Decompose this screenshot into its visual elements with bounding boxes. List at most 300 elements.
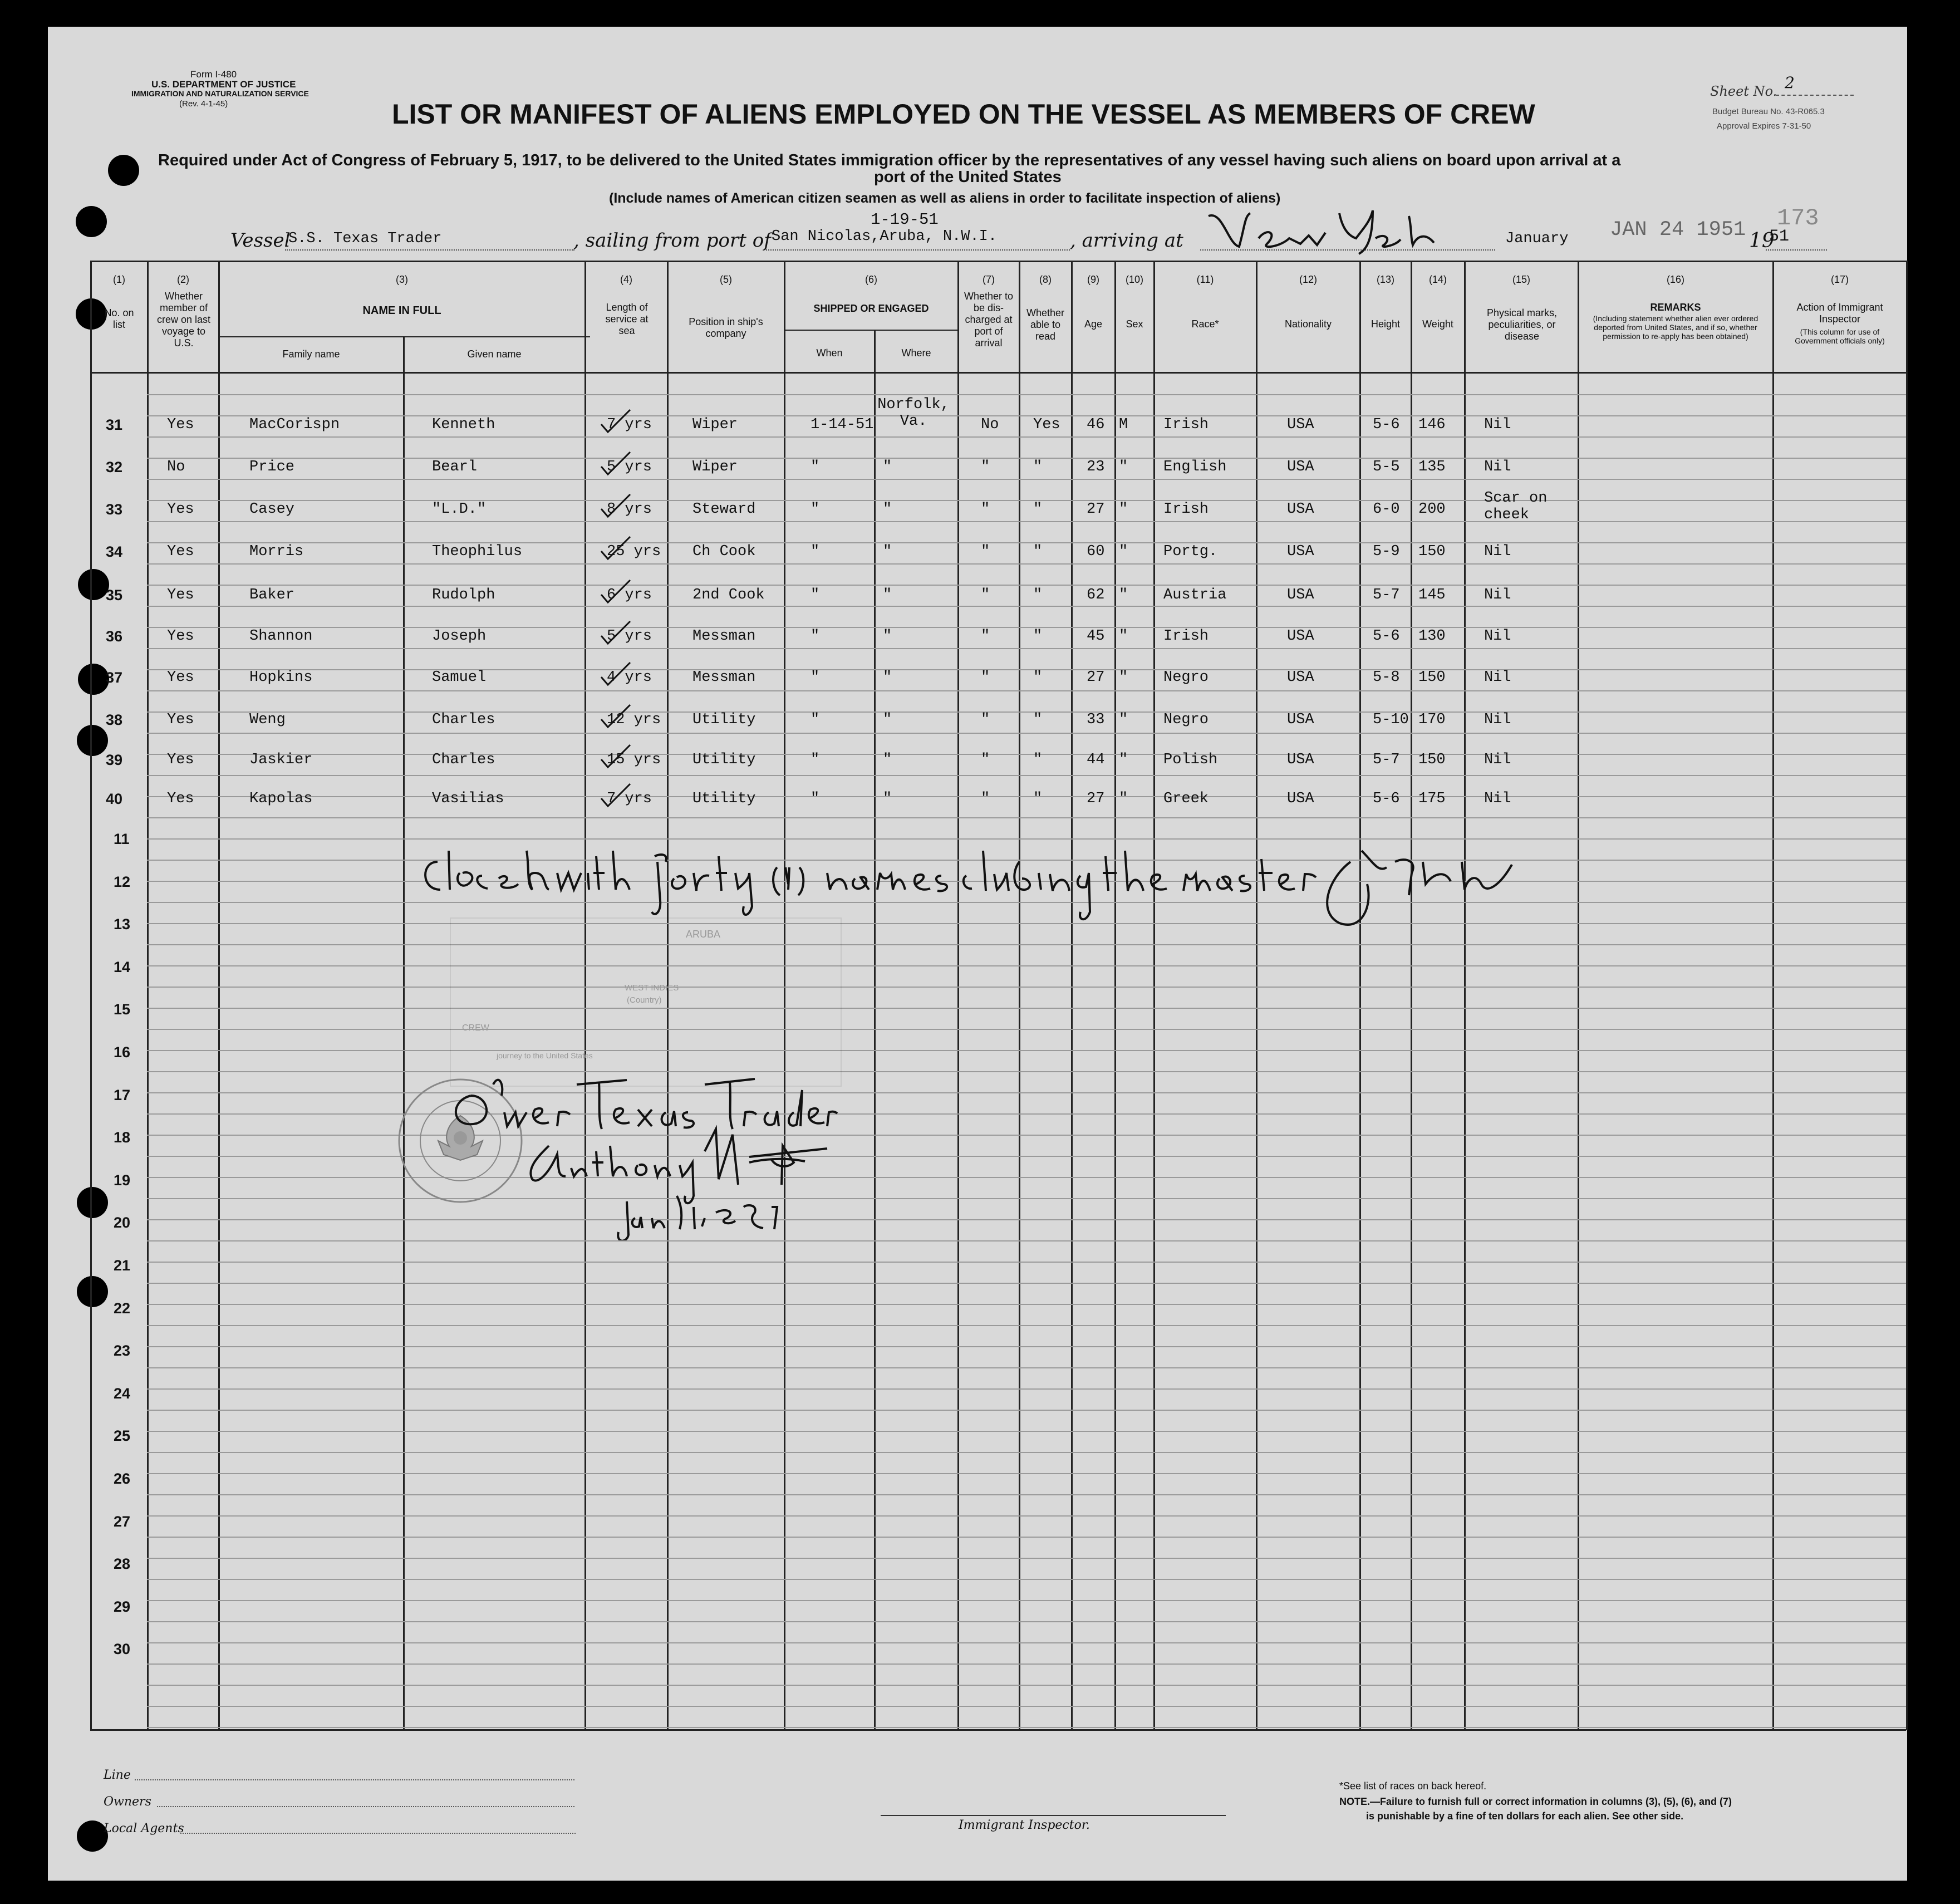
check-mark-icon [599, 703, 632, 730]
ruled-line [147, 1685, 1906, 1686]
cell-no: 37 [106, 669, 123, 686]
col-divider [874, 331, 876, 1730]
seal-ring-text [404, 1140, 421, 1141]
cell-height: 5-7 [1373, 587, 1400, 603]
cell-age: 27 [1087, 791, 1105, 807]
col-header-1-num: (1) [113, 274, 125, 285]
ruled-line [147, 563, 1906, 565]
cell-last: Yes [167, 416, 194, 433]
cell-sex: " [1119, 501, 1128, 518]
cell-service: 7 yrs [607, 791, 652, 807]
required-statement: Required under Act of Congress of February 5, 1917, to be delivered to the United States immigration officer by the representatives of any vessel having such aliens on board upon arrival at a [158, 151, 1621, 169]
cell-last: Yes [167, 752, 194, 768]
cell-no: 35 [106, 587, 123, 603]
col-header-15: Physical marks, peculiarities, or disease [1486, 307, 1558, 342]
printed-row-number: 26 [114, 1470, 131, 1487]
cell-last: Yes [167, 543, 194, 560]
col-divider [1772, 261, 1774, 1730]
cell-no: 34 [106, 543, 123, 560]
cell-family: Kapolas [249, 791, 313, 807]
col-header-12-num: (12) [1299, 274, 1317, 285]
ruled-line [147, 627, 1906, 628]
races-note: *See list of races on back hereof. [1339, 1780, 1487, 1792]
ruled-line [147, 775, 1906, 776]
cell-age: 27 [1087, 501, 1105, 518]
cell-where: " [883, 543, 892, 560]
col-header-7: Whether to be dis-charged at port of arrival [964, 291, 1014, 349]
col-divider [1019, 261, 1020, 1730]
cell-race: Negro [1163, 711, 1209, 728]
ruled-line [147, 796, 1906, 797]
cell-given: Theophilus [432, 543, 523, 560]
sheet-number-rule [1776, 95, 1854, 96]
cell-discharged: " [981, 587, 990, 603]
cell-discharged: " [981, 628, 990, 645]
cell-when: " [810, 543, 820, 560]
ruled-line [147, 1663, 1906, 1665]
ruled-line [147, 1537, 1906, 1538]
cell-height: 5-6 [1373, 416, 1400, 433]
cell-family: Shannon [249, 628, 313, 645]
col-divider [218, 261, 220, 1730]
cell-no: 33 [106, 501, 123, 518]
cell-race: Irish [1163, 501, 1209, 518]
cell-service: 5 yrs [607, 459, 652, 475]
check-mark-icon [599, 450, 632, 478]
cell-no: 32 [106, 459, 123, 475]
cell-height: 5-8 [1373, 669, 1400, 686]
printed-row-number: 22 [114, 1299, 131, 1317]
cell-no: 39 [106, 752, 123, 768]
col-header-1: No. on list [104, 307, 134, 330]
cell-age: 62 [1087, 587, 1105, 603]
owner-handwriting [438, 1051, 838, 1240]
ruled-line [147, 648, 1906, 649]
col-divider [1256, 261, 1257, 1730]
cell-discharged: " [981, 501, 990, 518]
col-header-10: Sex [1126, 318, 1143, 330]
cell-given: Bearl [432, 459, 478, 475]
cell-nat: USA [1287, 416, 1314, 433]
fine-note-2: is punishable by a fine of ten dollars for each alien. See other side. [1366, 1810, 1684, 1822]
cell-discharged: " [981, 752, 990, 768]
ruled-line [147, 415, 1906, 416]
stamp-journey: journey to the United States [497, 1051, 593, 1060]
cell-service: 6 yrs [607, 587, 652, 603]
cell-given: Charles [432, 711, 495, 728]
table-top-border [90, 261, 1906, 262]
col-header-6a: When [816, 347, 843, 359]
cell-race: Portg. [1163, 543, 1218, 560]
cell-weight: 150 [1418, 752, 1446, 768]
cell-race: Irish [1163, 628, 1209, 645]
cell-nat: USA [1287, 791, 1314, 807]
cell-family: Casey [249, 501, 295, 518]
cell-last: Yes [167, 791, 194, 807]
printed-row-number: 12 [114, 873, 131, 890]
departure-port: San Nicolas,Aruba, N.W.I. [772, 228, 998, 245]
cell-family: Jaskier [249, 752, 313, 768]
printed-row-number: 23 [114, 1342, 131, 1360]
cell-race: English [1163, 459, 1227, 475]
cell-marks: Nil [1484, 543, 1511, 560]
cell-family: Weng [249, 711, 286, 728]
col-header-4: Length of service at sea [605, 302, 649, 336]
ruled-line [147, 1642, 1906, 1643]
cell-family: Hopkins [249, 669, 313, 686]
fine-note-1: NOTE.—Failure to furnish full or correct information in columns (3), (5), (6), and (7) [1339, 1796, 1732, 1807]
cell-age: 33 [1087, 711, 1105, 728]
cell-weight: 145 [1418, 587, 1446, 603]
col-header-9-num: (9) [1087, 274, 1099, 285]
stamp-place: ARUBA [686, 929, 721, 940]
check-mark-icon [599, 660, 632, 688]
cell-discharged: " [981, 669, 990, 686]
col-header-16-num: (16) [1666, 274, 1684, 285]
cell-given: Vasilias [432, 791, 504, 807]
cell-race: Greek [1163, 791, 1209, 807]
ruled-line [147, 1029, 1906, 1030]
ruled-line [147, 1283, 1906, 1284]
cell-where: " [883, 587, 892, 603]
col-divider [90, 261, 92, 1730]
cell-position: Messman [692, 669, 756, 686]
ruled-line [147, 690, 1906, 691]
cell-where: " [883, 752, 892, 768]
col-header-2: Whether member of crew on last voyage to U.S. [156, 291, 211, 349]
ruled-line [147, 394, 1906, 395]
cell-service: 25 yrs [607, 543, 661, 560]
cell-position: Utility [692, 752, 756, 768]
cell-marks: Scar on cheek [1484, 490, 1548, 523]
cell-height: 5-7 [1373, 752, 1400, 768]
cell-when: " [810, 587, 820, 603]
col-header-14: Weight [1422, 318, 1453, 330]
approval-expiry: Approval Expires 7-31-50 [1717, 121, 1811, 131]
inspector-rule [881, 1815, 1226, 1816]
cell-marks: Nil [1484, 416, 1511, 433]
required-statement-2: port of the United States [874, 168, 1062, 186]
ruled-line [147, 1473, 1906, 1474]
ruled-line [147, 1346, 1906, 1347]
table-bottom-border [90, 1729, 1906, 1731]
col-header-6-num: (6) [865, 274, 877, 285]
year-rule [1766, 249, 1827, 251]
col-header-9: Age [1084, 318, 1103, 330]
cell-when: 1-14-51 [810, 416, 874, 433]
ruled-line [147, 1621, 1906, 1622]
col-header-8: Whether able to read [1026, 307, 1065, 342]
cell-race: Polish [1163, 752, 1218, 768]
cell-weight: 175 [1418, 791, 1446, 807]
cell-given: Charles [432, 752, 495, 768]
ruled-line [147, 987, 1906, 988]
printed-row-number: 16 [114, 1044, 131, 1061]
cell-sex: " [1119, 669, 1128, 686]
col-header-2-num: (2) [177, 274, 189, 285]
agents-rule [180, 1833, 576, 1834]
cell-where: Norfolk, Va. [877, 396, 950, 430]
cell-no: 31 [106, 416, 123, 433]
cell-weight: 130 [1418, 628, 1446, 645]
page-stamp: 173 [1777, 205, 1819, 232]
cell-family: Morris [249, 543, 304, 560]
cell-marks: Nil [1484, 587, 1511, 603]
vessel-label: Vessel [230, 229, 291, 252]
col-divider [1114, 261, 1116, 1730]
ruled-line [147, 965, 1906, 966]
cell-age: 60 [1087, 543, 1105, 560]
printed-row-number: 17 [114, 1086, 131, 1103]
cell-service: 8 yrs [607, 501, 652, 518]
ruled-line [147, 1410, 1906, 1411]
cell-discharged: " [981, 459, 990, 475]
col-header-8-num: (8) [1039, 274, 1052, 285]
cell-last: Yes [167, 628, 194, 645]
cell-position: Wiper [692, 416, 738, 433]
vessel-rule [285, 249, 574, 251]
ruled-line [147, 500, 1906, 501]
col-header-4-num: (4) [620, 274, 632, 285]
sheet-label: Sheet No. [1710, 84, 1777, 99]
cell-no: 40 [106, 791, 123, 807]
stamp-crew: CREW [462, 1023, 489, 1033]
vessel-name: S.S. Texas Trader [288, 230, 442, 247]
line-rule [135, 1779, 574, 1780]
col-header-6b: Where [901, 347, 931, 359]
cell-sex: " [1119, 752, 1128, 768]
cell-nat: USA [1287, 711, 1314, 728]
printed-row-number: 29 [114, 1598, 131, 1615]
ruled-line [147, 1219, 1906, 1220]
year: 51 [1769, 227, 1790, 246]
col-header-17-num: (17) [1830, 274, 1849, 285]
col-header-3b: Given name [467, 349, 522, 360]
col-header-10-num: (10) [1125, 274, 1143, 285]
printed-row-number: 18 [114, 1129, 131, 1146]
ruled-line [147, 669, 1906, 670]
printed-row-number: 11 [114, 831, 130, 847]
cell-weight: 170 [1418, 711, 1446, 728]
cell-when: " [810, 752, 820, 768]
ruled-line [147, 1050, 1906, 1051]
col-divider [1153, 261, 1155, 1730]
col-header-17: Action of Immigrant Inspector [1796, 302, 1883, 325]
stamp-region: WEST INDIES [625, 983, 679, 993]
cell-race: Irish [1163, 416, 1209, 433]
inspector-label: Immigrant Inspector. [959, 1818, 1090, 1832]
ruled-line [147, 1431, 1906, 1432]
cell-read: " [1033, 752, 1043, 768]
shipped-subheader-rule [785, 330, 957, 331]
cell-sex: " [1119, 628, 1128, 645]
ruled-line [147, 585, 1906, 586]
printed-row-number: 19 [114, 1171, 131, 1189]
cell-height: 6-0 [1373, 501, 1400, 518]
punch-hole [77, 1276, 108, 1307]
arriving-port-handwritten [1206, 205, 1440, 255]
cell-sex: " [1119, 543, 1128, 560]
cell-age: 44 [1087, 752, 1105, 768]
cell-nat: USA [1287, 543, 1314, 560]
ruled-line [147, 1262, 1906, 1263]
manifest-sheet [48, 27, 1907, 1881]
cell-when: " [810, 501, 820, 518]
cell-where: " [883, 711, 892, 728]
year-prefix: 19 [1749, 229, 1775, 252]
col-divider [403, 336, 405, 1730]
ruled-line [147, 1008, 1906, 1009]
printed-row-number: 30 [114, 1641, 131, 1658]
cell-weight: 150 [1418, 669, 1446, 686]
cell-sex: M [1119, 416, 1128, 433]
punch-hole [76, 206, 107, 237]
received-stamp: JAN 24 1951 [1610, 218, 1746, 242]
cell-read: " [1033, 587, 1043, 603]
cell-marks: Nil [1484, 669, 1511, 686]
cell-given: Joseph [432, 628, 487, 645]
cell-service: 4 yrs [607, 669, 652, 686]
check-mark-icon [599, 408, 632, 435]
col-header-12: Nationality [1284, 318, 1332, 330]
cell-sex: " [1119, 791, 1128, 807]
ruled-line [147, 1494, 1906, 1495]
cell-no: 38 [106, 711, 123, 728]
cell-service: 5 yrs [607, 628, 652, 645]
cell-where: " [883, 501, 892, 518]
department: U.S. DEPARTMENT OF JUSTICE [151, 79, 296, 90]
col-divider [1071, 261, 1073, 1730]
ruled-line [147, 1706, 1906, 1707]
ruled-line [147, 711, 1906, 713]
agents-label: Local Agents [104, 1822, 184, 1836]
printed-row-number: 28 [114, 1555, 131, 1573]
cell-no: 36 [106, 628, 123, 645]
col-divider [1359, 261, 1361, 1730]
cell-height: 5-10 [1373, 711, 1409, 728]
cell-sex: " [1119, 587, 1128, 603]
cell-read: " [1033, 628, 1043, 645]
ruled-line [147, 606, 1906, 607]
cell-family: MacCorispn [249, 416, 340, 433]
include-note: (Include names of American citizen seamen as well as aliens in order to facilitate inspection of aliens) [609, 190, 1281, 206]
cell-given: Kenneth [432, 416, 495, 433]
ruled-line [147, 754, 1906, 755]
printed-row-number: 27 [114, 1513, 131, 1530]
punch-hole [78, 569, 109, 600]
ruled-line [147, 1727, 1906, 1728]
cell-service: 12 yrs [607, 711, 661, 728]
owners-rule [157, 1806, 574, 1807]
col-header-11-num: (11) [1196, 274, 1214, 285]
col-divider [1906, 261, 1908, 1730]
cell-position: 2nd Cook [692, 587, 765, 603]
cell-sex: " [1119, 711, 1128, 728]
printed-row-number: 25 [114, 1427, 131, 1445]
cell-position: Wiper [692, 459, 738, 475]
budget-number: Budget Bureau No. 43-R065.3 [1712, 107, 1825, 116]
cell-when: " [810, 459, 820, 475]
ruled-line [147, 1388, 1906, 1390]
punch-hole [77, 1187, 108, 1218]
col-header-3a: Family name [282, 349, 340, 360]
cell-read: " [1033, 543, 1043, 560]
ruled-line [147, 542, 1906, 543]
col-divider [957, 261, 959, 1730]
check-mark-icon [599, 578, 632, 606]
col-header-13-num: (13) [1376, 274, 1394, 285]
printed-row-number: 21 [114, 1257, 131, 1274]
cell-weight: 200 [1418, 501, 1446, 518]
col-divider [1464, 261, 1466, 1730]
col-header-14-num: (14) [1428, 274, 1447, 285]
signature-text [527, 1151, 531, 1152]
col-header-17-note: (This column for use of Government officials only) [1795, 327, 1885, 345]
cell-sex: " [1119, 459, 1128, 475]
punch-hole [108, 155, 139, 186]
cell-race: Austria [1163, 587, 1227, 603]
ruled-line [147, 817, 1906, 818]
cell-age: 27 [1087, 669, 1105, 686]
col-header-3-num: (3) [396, 274, 408, 285]
cell-discharged: " [981, 791, 990, 807]
cell-last: Yes [167, 501, 194, 518]
cell-height: 5-6 [1373, 628, 1400, 645]
cell-position: Steward [692, 501, 756, 518]
cell-position: Utility [692, 791, 756, 807]
col-header-15-num: (15) [1512, 274, 1530, 285]
cell-discharged: No [981, 416, 999, 433]
service-name: IMMIGRATION AND NATURALIZATION SERVICE [131, 89, 309, 98]
cell-discharged: " [981, 711, 990, 728]
printed-row-number: 20 [114, 1214, 131, 1231]
form-number: Form I-480 [190, 69, 237, 80]
cell-read: " [1033, 501, 1043, 518]
ruled-line [147, 1579, 1906, 1580]
cell-age: 46 [1087, 416, 1105, 433]
cell-weight: 150 [1418, 543, 1446, 560]
cell-weight: 146 [1418, 416, 1446, 433]
cell-where: " [883, 669, 892, 686]
col-divider [1411, 261, 1412, 1730]
ruled-line [147, 733, 1906, 734]
sailing-label: , sailing from port of [573, 229, 771, 252]
ruled-line [147, 1452, 1906, 1453]
port-rule [766, 249, 1070, 251]
cell-when: " [810, 711, 820, 728]
cell-position: Ch Cook [692, 543, 756, 560]
printed-row-number: 13 [114, 916, 131, 933]
cell-nat: USA [1287, 459, 1314, 475]
cell-given: Rudolph [432, 587, 495, 603]
cell-read: Yes [1033, 416, 1060, 433]
cell-where: " [883, 791, 892, 807]
punch-hole [77, 725, 108, 756]
col-header-7-num: (7) [983, 274, 995, 285]
cell-height: 5-6 [1373, 791, 1400, 807]
punch-hole [78, 664, 109, 695]
check-mark-icon [599, 782, 632, 809]
printed-row-number: 14 [114, 958, 131, 975]
cell-family: Baker [249, 587, 295, 603]
ruled-line [147, 521, 1906, 522]
cell-where: " [883, 459, 892, 475]
ruled-line [147, 436, 1906, 438]
ruled-line [147, 1558, 1906, 1559]
cell-when: " [810, 628, 820, 645]
cell-given: "L.D." [432, 501, 487, 518]
ruled-line [147, 1304, 1906, 1305]
